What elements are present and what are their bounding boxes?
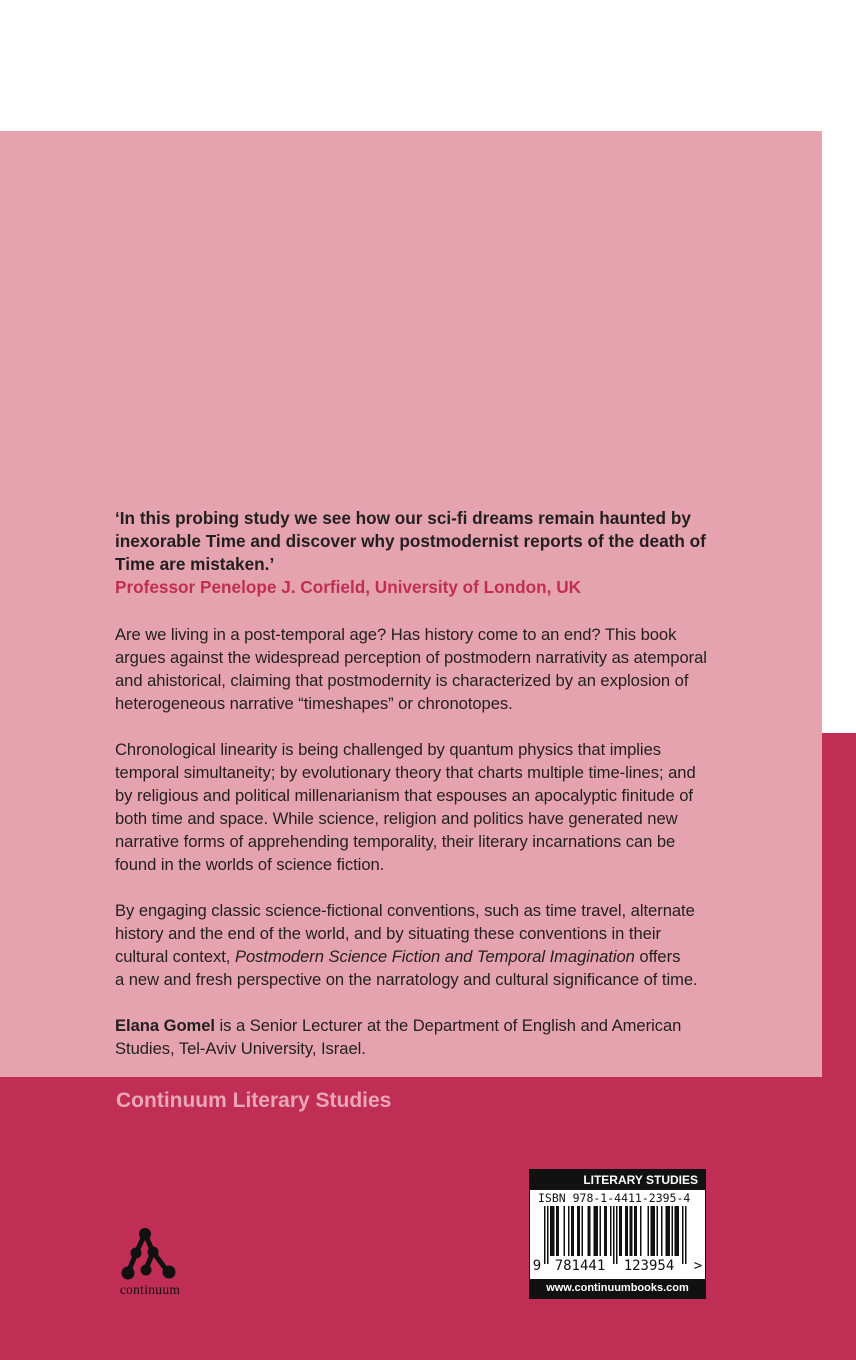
quote-line: Time are mistaken.’ [115, 554, 275, 574]
isbn-barcode-box [529, 1169, 706, 1299]
text-line: Chronological linearity is being challenged by quantum physics that implies [115, 740, 661, 759]
barcode-bar [682, 1206, 684, 1264]
barcode-bar [582, 1206, 584, 1256]
text-line: argues against the widespread perception of postmodern narrativity as atemporal [115, 648, 707, 667]
barcode-bar [675, 1206, 677, 1256]
text-fragment: is a Senior Lecturer at the Department of English and American [214, 1016, 682, 1035]
barcode-bar [613, 1206, 615, 1264]
description-paragraph-3 [115, 899, 755, 991]
barcode-category: LITERARY STUDIES [530, 1170, 705, 1190]
barcode-digit-group-right: 123954 [623, 1258, 675, 1274]
barcode-bar [652, 1206, 654, 1256]
barcode-bar [588, 1206, 590, 1256]
text-line [115, 945, 755, 968]
quote-line: inexorable Time and discover why postmodernist reports of the death of [115, 531, 706, 551]
quote-line: ‘In this probing study we see how our sci-fi dreams remain haunted by [115, 508, 691, 528]
barcode-bar [640, 1206, 642, 1256]
text-line: a new and fresh perspective on the narratology and cultural significance of time. [115, 970, 698, 989]
barcode-bar [604, 1206, 606, 1256]
barcode-bar [634, 1206, 636, 1256]
barcode-bar [544, 1206, 546, 1264]
series-title: Continuum Literary Studies [116, 1089, 392, 1112]
barcode-bar [636, 1206, 638, 1256]
endorsement-quote [115, 507, 755, 599]
barcode-digit-group-left: 781441 [554, 1258, 606, 1274]
barcode-bar [651, 1206, 653, 1256]
barcode-bar [589, 1206, 591, 1256]
text-line: history and the end of the world, and by situating these conventions in their [115, 924, 661, 943]
text-line: temporal simultaneity; by evolutionary theory that charts multiple time-lines; and [115, 763, 696, 782]
text-line: by religious and political millenarianism that espouses an apocalyptic finitude of [115, 786, 693, 805]
barcode-bar [568, 1206, 570, 1256]
book-title: Postmodern Science Fiction and Temporal Imagination [234, 947, 635, 966]
barcode-bar [606, 1206, 608, 1256]
barcode-bar [573, 1206, 575, 1256]
publisher-website: www.continuumbooks.com [530, 1279, 705, 1298]
barcode-bar [552, 1206, 554, 1256]
publisher-name: continuum [119, 1282, 181, 1297]
barcode-bar [676, 1206, 678, 1256]
barcode-bar [685, 1206, 687, 1264]
barcode-bar [667, 1206, 669, 1256]
barcode-bar [669, 1206, 671, 1256]
barcode-bar [661, 1206, 663, 1256]
text-line: found in the worlds of science fiction. [115, 855, 385, 874]
author-name: Elana Gomel [115, 1016, 215, 1035]
barcode-bar [571, 1206, 573, 1256]
barcode-bar [678, 1206, 680, 1256]
text-line: narrative forms of apprehending temporality, their literary incarnations can be [115, 832, 676, 851]
barcode-bar [600, 1206, 602, 1256]
text-line [115, 1014, 755, 1037]
barcode-bar [579, 1206, 581, 1256]
barcode-bar [556, 1206, 558, 1256]
text-line: heterogeneous narrative “timeshapes” or chronotopes. [115, 694, 513, 713]
barcode [530, 1206, 705, 1280]
back-cover-blurb [115, 507, 755, 1060]
barcode-bar [657, 1206, 659, 1256]
author-bio [115, 1014, 755, 1060]
barcode-bar [610, 1206, 612, 1256]
barcode-bar [654, 1206, 656, 1256]
barcode-bar [627, 1206, 629, 1256]
text-line: and ahistorical, claiming that postmodernity is characterized by an explosion of [115, 671, 689, 690]
barcode-bar [619, 1206, 621, 1256]
isbn-text: ISBN 978-1-4411-2395-4 [538, 1191, 691, 1205]
quote-attribution: Professor Penelope J. Corfield, University of London, UK [115, 577, 582, 597]
publisher-logo [110, 1226, 190, 1302]
barcode-bar [621, 1206, 623, 1256]
barcode-bar [630, 1206, 632, 1256]
text-line: By engaging classic science-fictional conventions, such as time travel, alternate [115, 901, 695, 920]
text-fragment: offers [634, 947, 681, 966]
barcode-bar [625, 1206, 627, 1256]
barcode-bar [558, 1206, 560, 1256]
barcode-bar [631, 1206, 633, 1256]
barcode-bar [672, 1206, 674, 1256]
barcode-digit-first: 9 [532, 1258, 542, 1274]
barcode-bar [616, 1206, 618, 1264]
barcode-bar [594, 1206, 596, 1256]
barcode-bar [547, 1206, 549, 1264]
text-line: Studies, Tel-Aviv University, Israel. [115, 1039, 366, 1058]
text-fragment: cultural context, [115, 947, 235, 966]
text-line: Are we living in a post-temporal age? Has history come to an end? This book [115, 625, 677, 644]
barcode-bar [550, 1206, 552, 1256]
barcode-quiet-zone-marker: > [693, 1258, 703, 1274]
barcode-bar [595, 1206, 597, 1256]
barcode-bar [564, 1206, 566, 1256]
barcode-bar [648, 1206, 650, 1256]
barcode-bar [577, 1206, 579, 1256]
barcode-bar [597, 1206, 599, 1256]
continuum-logo-icon [110, 1226, 190, 1282]
barcode-bar [666, 1206, 668, 1256]
barcode-bar [553, 1206, 555, 1256]
description-paragraph-1 [115, 623, 755, 715]
text-line: both time and space. While science, religion and politics have generated new [115, 809, 678, 828]
description-paragraph-2 [115, 738, 755, 876]
